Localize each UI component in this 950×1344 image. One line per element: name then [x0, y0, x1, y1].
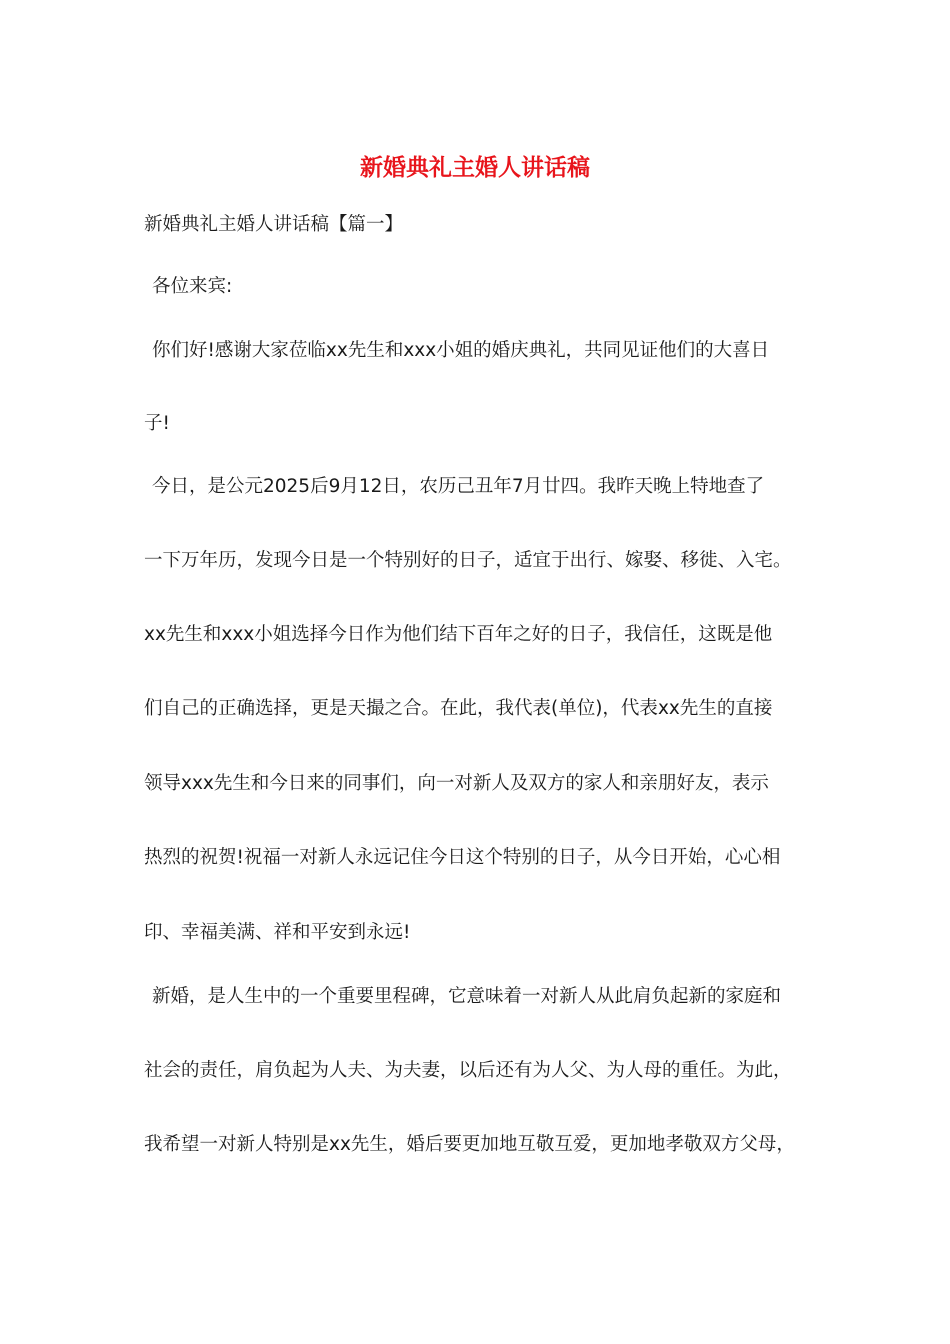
paragraph-line: 们自己的正确选择，更是天撮之合。在此，我代表(单位)，代表xx先生的直接: [144, 698, 773, 719]
section-heading: 新婚典礼主婚人讲话稿【篇一】: [144, 214, 404, 235]
paragraph-line: 子!: [144, 413, 170, 434]
document-title: 新婚典礼主婚人讲话稿: [360, 154, 590, 181]
paragraph-line: 今日，是公元2025后9月12日，农历己丑年7月廿四。我昨天晚上特地查了: [152, 476, 765, 497]
paragraph-line: 领导xxx先生和今日来的同事们，向一对新人及双方的家人和亲朋好友，表示: [144, 773, 769, 794]
paragraph-line: 热烈的祝贺!祝福一对新人永远记住今日这个特别的日子，从今日开始，心心相: [144, 847, 781, 868]
paragraph-line: 各位来宾:: [152, 276, 233, 297]
paragraph-line: xx先生和xxx小姐选择今日作为他们结下百年之好的日子，我信任，这既是他: [144, 624, 773, 645]
paragraph-line: 印、幸福美满、祥和平安到永远!: [144, 922, 411, 943]
paragraph-line: 一下万年历，发现今日是一个特别好的日子，适宜于出行、嫁娶、移徙、入宅。: [144, 550, 792, 571]
paragraph-line: 社会的责任，肩负起为人夫、为夫妻，以后还有为人父、为人母的重任。为此，: [144, 1060, 792, 1081]
paragraph-line: 你们好!感谢大家莅临xx先生和xxx小姐的婚庆典礼，共同见证他们的大喜日: [152, 340, 770, 361]
paragraph-line: 新婚，是人生中的一个重要里程碑，它意味着一对新人从此肩负起新的家庭和: [152, 986, 782, 1007]
paragraph-line: 我希望一对新人特别是xx先生，婚后要更加地互敬互爱，更加地孝敬双方父母，: [144, 1134, 795, 1155]
